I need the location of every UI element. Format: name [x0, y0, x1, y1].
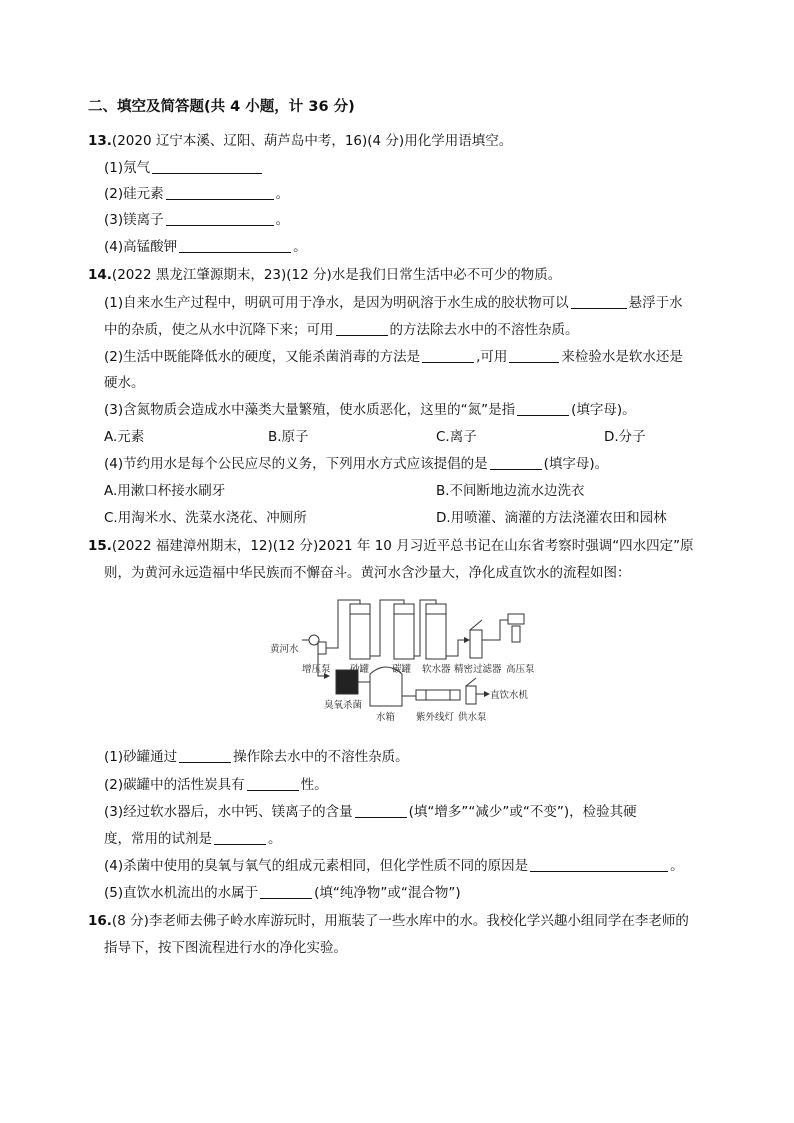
softener-icon: [426, 604, 446, 659]
label-ozone: 臭氧杀菌: [324, 700, 363, 711]
q13-item-2-period: 。: [275, 186, 290, 202]
label-carbon-tank: 碳罐: [392, 664, 412, 675]
q14-part-3: [104, 401, 636, 419]
q14-part-2-line-2: 硬水。: [104, 375, 145, 391]
question-16-text-2: 指导下，按下图流程进行水的净化实验。: [104, 940, 347, 956]
label-sand-tank: 砂罐: [350, 664, 370, 675]
answer-blank[interactable]: [422, 348, 474, 363]
label-booster-pump: 增压泵: [302, 664, 331, 675]
q14-p3-text-b: (填字母)。: [571, 402, 636, 418]
q14-p1-text-c: 中的杂质，使之从水中沉降下来；可用: [104, 322, 334, 338]
q15-part-3-line-2: [104, 830, 282, 848]
answer-blank[interactable]: [571, 294, 627, 309]
q14-p1-text-b: 悬浮于水: [628, 295, 683, 311]
question-15-stem: [88, 537, 694, 555]
precision-filter-icon: [470, 630, 482, 658]
question-14-number: 14.: [88, 267, 112, 283]
answer-blank[interactable]: [517, 401, 569, 416]
question-15-number: 15.: [88, 538, 112, 554]
answer-blank[interactable]: [214, 830, 266, 845]
q14-p2-text-b: ,可用: [476, 349, 508, 365]
label-uv-lamp: 紫外线灯: [416, 712, 455, 723]
label-high-pressure-pump: 高压泵: [506, 664, 535, 675]
answer-blank[interactable]: [179, 238, 291, 253]
label-precision-filter: 精密过滤器: [454, 664, 502, 675]
q15-p2-text-b: 性。: [300, 777, 328, 793]
question-13-stem: [88, 132, 512, 150]
q14-p1-text-a: (1)自来水生产过程中，明矾可用于净水，是因为明矾溶于水生成的胶状物可以: [104, 295, 569, 311]
answer-blank[interactable]: [247, 776, 299, 791]
q14-p4-option-c[interactable]: C.用淘米水、洗菜水浇花、冲厕所: [104, 510, 307, 526]
q15-part-4: [104, 857, 684, 875]
q14-p4-option-d[interactable]: D.用喷灌、滴灌的方法浇灌农田和园林: [436, 510, 667, 526]
q13-item-1: [104, 159, 264, 177]
q13-item-4: [104, 238, 307, 256]
question-15-text-2: 则，为黄河永远造福中华民族而不懈奋斗。黄河水含沙量大，净化成直饮水的流程如图：: [104, 565, 631, 581]
sand-tank-icon: [350, 604, 370, 659]
q15-p1-text-a: (1)砂罐通过: [104, 749, 178, 765]
q15-part-5: [104, 884, 461, 902]
q15-part-3-line-1: [104, 803, 637, 821]
question-14-text: (2022 黑龙江肇源期末，23)(12 分)水是我们日常生活中必不可少的物质。: [111, 267, 562, 283]
answer-blank[interactable]: [530, 857, 668, 872]
q13-item-3-period: 。: [275, 212, 290, 228]
q15-p2-text-a: (2)碳罐中的活性炭具有: [104, 777, 245, 793]
q14-p3-option-c[interactable]: C.离子: [436, 429, 477, 445]
q15-p4-text-b: 。: [670, 858, 684, 874]
q15-p3-text-a: (3)经过软水器后，水中钙、镁离子的含量: [104, 804, 353, 820]
q15-p3-text-b: (填“增多”“减少”或“不变”)，检验其硬: [408, 804, 637, 820]
q14-p3-option-a[interactable]: A.元素: [104, 429, 145, 445]
label-supply-pump: 供水泵: [458, 712, 487, 723]
label-tank: 水箱: [376, 712, 396, 723]
answer-blank[interactable]: [179, 748, 231, 763]
q14-p4-option-a[interactable]: A.用漱口杯接水刷牙: [104, 483, 226, 499]
q13-item-3: [104, 211, 289, 229]
q14-part-2-line-1: [104, 348, 683, 366]
q15-p3-text-c: 度，常用的试剂是: [104, 831, 212, 847]
q14-p3-text-a: (3)含氮物质会造成水中藻类大量繁殖，使水质恶化，这里的“氮”是指: [104, 402, 516, 418]
q14-p3-option-d[interactable]: D.分子: [604, 429, 646, 445]
high-pressure-pump-icon: [508, 614, 524, 624]
q13-item-4-label: (4)高锰酸钾: [104, 239, 178, 255]
q13-item-1-label: (1)氖气: [104, 160, 151, 176]
supply-pump-icon: [466, 686, 476, 704]
q15-p5-text-a: (5)直饮水机流出的水属于: [104, 885, 259, 901]
answer-blank[interactable]: [509, 348, 559, 363]
section-title: 二、填空及简答题(共 4 小题，计 36 分): [88, 99, 355, 115]
q14-p4-text-b: (填字母)。: [543, 456, 609, 472]
q13-item-2: [104, 185, 289, 203]
q15-p1-text-b: 操作除去水中的不溶性杂质。: [233, 749, 409, 765]
q14-part-1-line-2: [104, 321, 579, 339]
question-14-stem: [88, 266, 561, 284]
q13-item-4-period: 。: [293, 239, 307, 255]
question-16-number: 16.: [88, 913, 112, 929]
q15-p5-text-b: (填“纯净物”或“混合物”): [314, 885, 461, 901]
q15-part-2: [104, 776, 328, 794]
label-source: 黄河水: [270, 644, 299, 655]
q14-p4-text-a: (4)节约用水是每个公民应尽的义务，下列用水方式应该提倡的是: [104, 456, 488, 472]
answer-blank[interactable]: [166, 211, 274, 226]
question-13-text: (2020 辽宁本溪、辽阳、葫芦岛中考，16)(4 分)用化学用语填空。: [111, 133, 513, 149]
q13-item-2-label: (2)硅元素: [104, 186, 164, 202]
answer-blank[interactable]: [490, 455, 542, 470]
q14-part-4: [104, 455, 608, 473]
carbon-tank-icon: [394, 604, 414, 659]
q14-part-1-line-1: [104, 294, 683, 312]
label-softener: 软水器: [422, 664, 451, 675]
q14-p3-option-b[interactable]: B.原子: [268, 429, 309, 445]
q14-p2-text-a: (2)生活中既能降低水的硬度，又能杀菌消毒的方法是: [104, 349, 421, 365]
q14-p2-text-c: 来检验水是软水还是: [561, 349, 683, 365]
q15-part-1: [104, 748, 409, 766]
answer-blank[interactable]: [166, 185, 274, 200]
question-15-text: (2022 福建漳州期末，12)(12 分)2021 年 10 月习近平总书记在山东省考察时强调“四水四定”原: [111, 538, 694, 554]
answer-blank[interactable]: [336, 321, 388, 336]
q13-item-3-label: (3)镁离子: [104, 212, 164, 228]
answer-blank[interactable]: [260, 884, 312, 899]
q14-p4-option-b[interactable]: B.不间断地边流水边洗衣: [436, 483, 585, 499]
q14-p1-text-d: 的方法除去水中的不溶性杂质。: [389, 322, 579, 338]
question-16-stem: [88, 912, 689, 930]
water-purification-flow-diagram: [268, 596, 544, 736]
answer-blank[interactable]: [355, 803, 407, 818]
question-13-number: 13.: [88, 133, 112, 149]
question-16-text: (8 分)李老师去佛子岭水库游玩时，用瓶装了一些水库中的水。我校化学兴趣小组同学在李老师的: [111, 913, 689, 929]
label-output: 直饮水机: [490, 690, 529, 701]
answer-blank[interactable]: [152, 159, 262, 174]
uv-lamp-icon: [416, 690, 460, 700]
q15-p4-text-a: (4)杀菌中使用的臭氧与氧气的组成元素相同，但化学性质不同的原因是: [104, 858, 529, 874]
q15-p3-text-d: 。: [268, 831, 282, 847]
